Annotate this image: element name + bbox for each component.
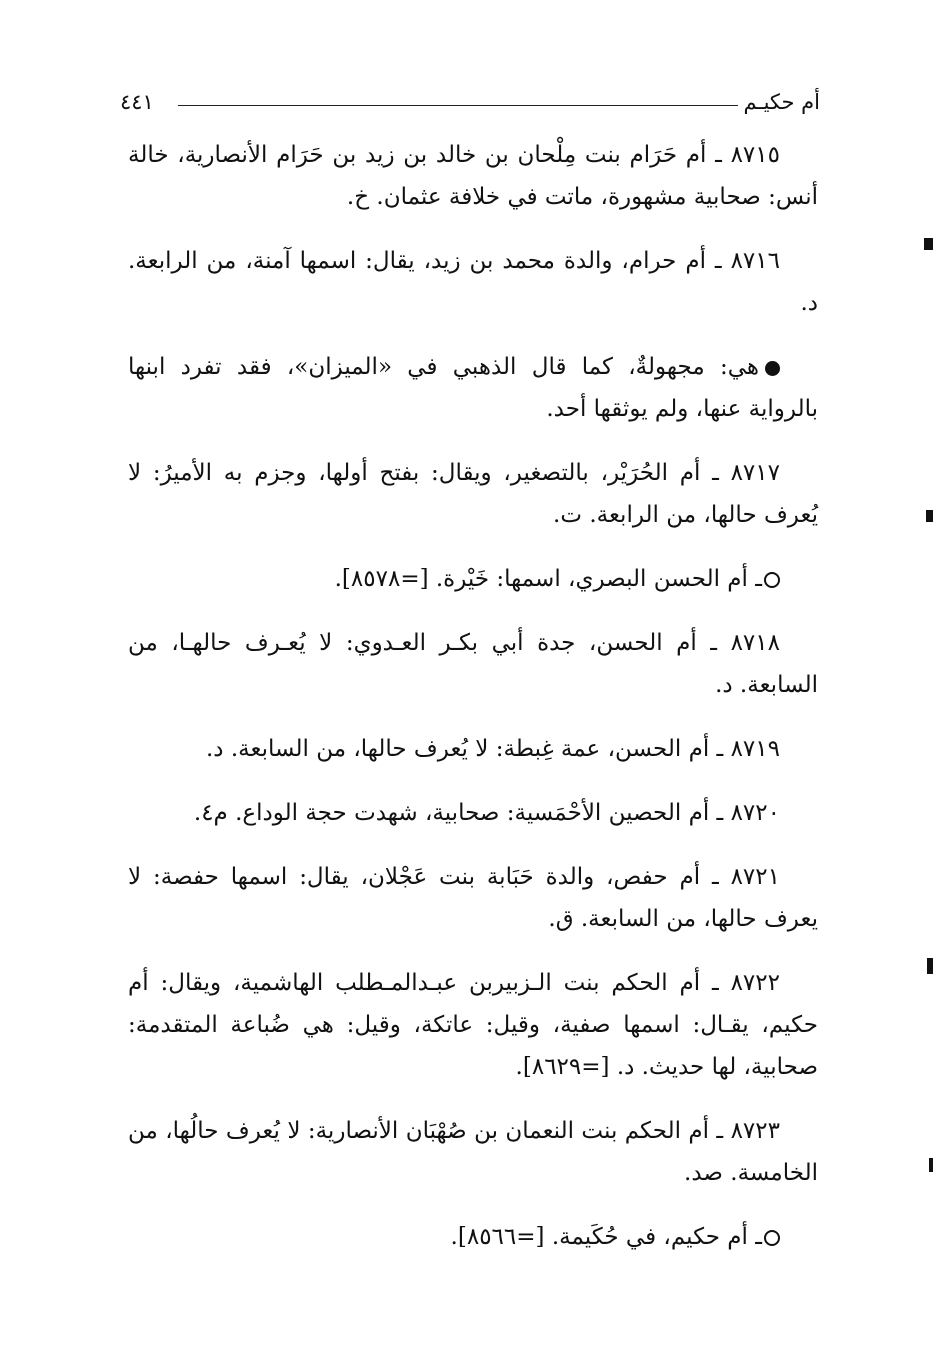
running-header (120, 86, 820, 120)
cross-reference-text: ـ أم حكيم، في حُكَيمة. [=٨٥٦٦]. (450, 1224, 762, 1250)
cross-reference (128, 1216, 818, 1258)
entry-8715: ٨٧١٥ ـ أم حَرَام بنت مِلْحان بن خالد بن زيد بن حَرَام الأنصارية، خالة أنس: صحابية مشهورة، ماتت في خلافة عثمان. خ. (128, 142, 818, 210)
scan-edge-mark (927, 958, 933, 974)
scan-edge-mark (926, 510, 933, 522)
entry-8720: ٨٧٢٠ ـ أم الحصين الأحْمَسية: صحابية، شهدت حجة الوداع. م٤. (193, 800, 780, 826)
entry-8716: ٨٧١٦ ـ أم حرام، والدة محمد بن زيد، يقال: اسمها آمنة، من الرابعة. د. (128, 248, 818, 316)
commentary-note (128, 346, 818, 430)
scan-edge-mark (924, 238, 933, 250)
bullet-icon (765, 361, 780, 376)
page-number: ٤٤١ (120, 90, 154, 114)
entry-8719: ٨٧١٩ ـ أم الحسن، عمة غِبطة: لا يُعرف حالها، من السابعة. د. (205, 736, 780, 762)
page-body (128, 134, 818, 1280)
header-title: أم حكيـم (743, 90, 820, 114)
entry-8717: ٨٧١٧ ـ أم الحُرَيْر، بالتصغير، ويقال: بفتح أولها، وجزم به الأميرُ: لا يُعرف حالها، من الرابعة. ت. (128, 460, 818, 528)
entry-8721: ٨٧٢١ ـ أم حفص، والدة حَبَابة بنت عَجْلان، يقال: اسمها حفصة: لا يعرف حالها، من السابعة. ق. (128, 864, 818, 932)
header-rule (178, 105, 738, 106)
scan-edge-mark (929, 1158, 933, 1172)
circle-icon (764, 1230, 780, 1246)
circle-icon (764, 572, 780, 588)
entry-8722: ٨٧٢٢ ـ أم الحكم بنت الـزبيربن عبـدالمـطلب الهاشمية، ويقال: أم حكيم، يقـال: اسمها صفية، وقيل: عاتكة، وقيل: هي ضُباعة المتقدمة: صحابية، لها حديث. د. [=٨٦٢٩]. (128, 970, 818, 1080)
commentary-text: هي: مجهولةٌ، كما قال الذهبي في «الميزان»، فقد تفرد ابنها بالرواية عنها، ولم يوثقها أحد. (128, 354, 818, 422)
cross-reference (128, 558, 818, 600)
entry-8723: ٨٧٢٣ ـ أم الحكم بنت النعمان بن صُهْبَان الأنصارية: لا يُعرف حالُها، من الخامسة. صد. (128, 1118, 818, 1186)
cross-reference-text: ـ أم الحسن البصري، اسمها: خَيْرة. [=٨٥٧٨]. (334, 566, 762, 592)
entry-8718: ٨٧١٨ ـ أم الحسن، جدة أبي بكـر العـدوي: لا يُعـرف حالهـا، من السابعة. د. (128, 630, 818, 698)
